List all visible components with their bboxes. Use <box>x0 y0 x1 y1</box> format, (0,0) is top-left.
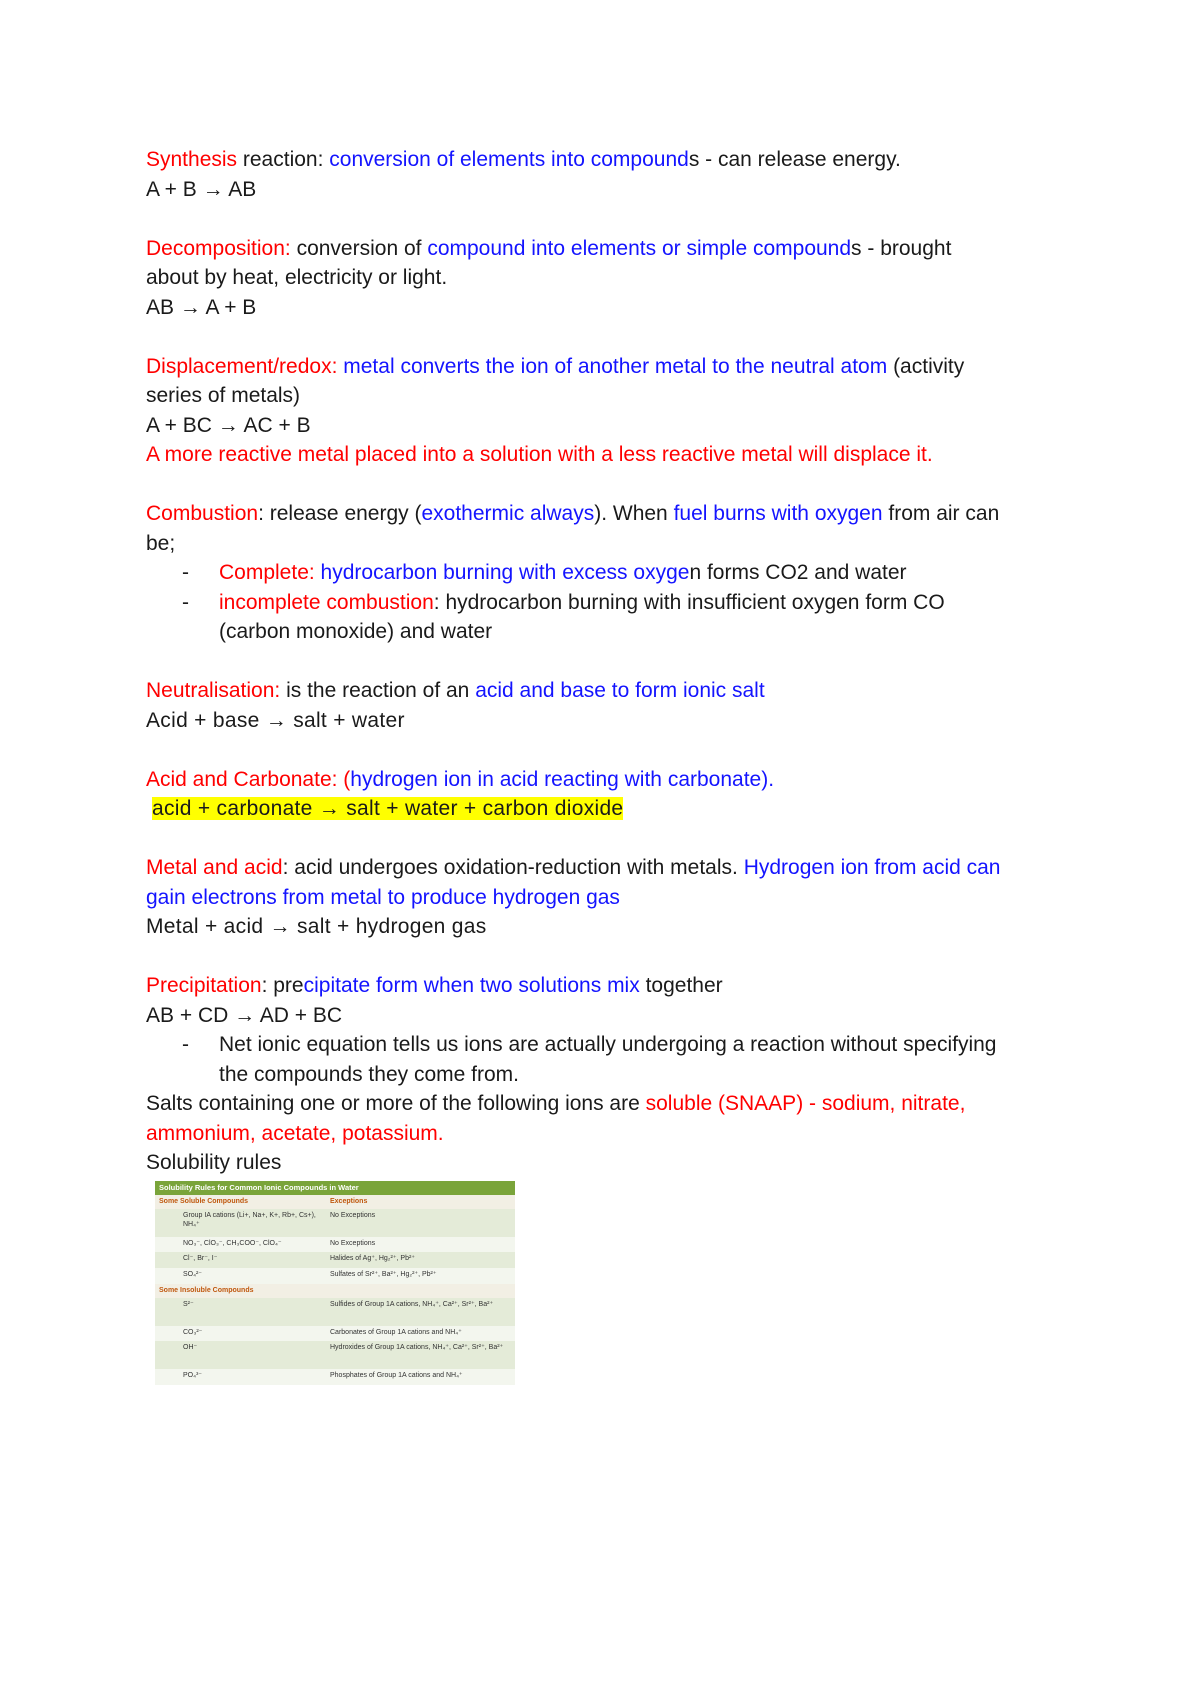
bullet-dash: - <box>182 590 189 614</box>
table-row <box>155 1326 515 1341</box>
table-row <box>155 1341 515 1369</box>
exception-cell: Carbonates of Group 1A cations and NH₄⁺ <box>330 1329 462 1336</box>
text-span: Salts containing one or more of the following ions are <box>146 1092 646 1115</box>
highlight-phrase: hydrogen ion in acid reacting with carbonate). <box>350 767 775 791</box>
exception-cell: No Exceptions <box>330 1212 376 1219</box>
text-span: conversion of <box>290 236 428 260</box>
precipitation-term: Precipitation <box>146 974 262 997</box>
ion-cell: PO₄³⁻ <box>183 1372 202 1379</box>
bullet-net-ionic-line2: the compounds they come from. <box>219 1062 519 1086</box>
exception-cell: Sulfates of Sr²⁺, Ba²⁺, Hg₂²⁺, Pb²⁺ <box>330 1271 437 1278</box>
ion-cell: Group IA cations (Li+, Na+, K+, Rb+, Cs+), NH₄⁺ <box>183 1212 316 1228</box>
displacement-definition <box>146 352 1066 382</box>
text-span: reaction: <box>237 148 330 171</box>
displacement-note: A more reactive metal placed into a solution with a less reactive metal will displace it. <box>146 443 933 466</box>
metal-acid-line2: gain electrons from metal to produce hydrogen gas <box>146 885 620 909</box>
ion-cell: OH⁻ <box>183 1344 198 1351</box>
text-span: s - brought <box>851 236 952 260</box>
text-span: is the reaction of an <box>280 679 476 702</box>
table-row <box>155 1252 515 1268</box>
text-span: n forms CO2 and water <box>689 561 907 584</box>
highlight-phrase: conversion of elements into compound <box>329 148 689 171</box>
incomplete-term: incomplete combustion <box>219 590 434 614</box>
spacer <box>146 647 1066 677</box>
synthesis-equation: A + B → AB <box>146 177 257 201</box>
text-span: s - can release energy. <box>688 148 901 171</box>
spacer <box>146 942 1066 972</box>
exception-cell: Halides of Ag⁺, Hg₂²⁺, Pb²⁺ <box>330 1255 416 1262</box>
precipitation-equation: AB + CD → AD + BC <box>146 1003 343 1027</box>
highlight-phrase: exothermic always <box>421 502 595 525</box>
text-span: ). When <box>594 502 674 525</box>
spacer <box>146 470 1066 500</box>
ion-cell: Cl⁻, Br⁻, I⁻ <box>183 1255 218 1262</box>
ion-cell: SO₄²⁻ <box>183 1271 202 1278</box>
text-span: : hydrocarbon burning with insufficient oxygen form CO <box>433 590 945 614</box>
highlight-phrase: acid and base to form ionic salt <box>475 679 765 702</box>
highlight-phrase: soluble (SNAAP) - sodium, nitrate, <box>645 1092 966 1115</box>
salts-line1 <box>146 1089 1066 1119</box>
neutralisation-definition <box>146 676 1066 706</box>
insoluble-rows <box>155 1298 515 1385</box>
document-body <box>146 145 1066 1178</box>
spacer <box>146 735 1066 765</box>
neutralisation-equation: Acid + base → salt + water <box>146 708 405 732</box>
acid-carbonate-equation: acid + carbonate → salt + water + carbon dioxide <box>152 797 624 820</box>
column-header-empty <box>328 1284 515 1298</box>
bullet-incomplete <box>146 588 1066 618</box>
bullet-dash: - <box>182 561 189 584</box>
decomposition-equation: AB → A + B <box>146 295 257 319</box>
table-header-soluble <box>155 1195 515 1209</box>
highlight-phrase: cipitate form when two solutions mix <box>303 974 640 997</box>
exception-cell: Phosphates of Group 1A cations and NH₄⁺ <box>330 1372 463 1379</box>
spacer <box>146 322 1066 352</box>
table-row <box>155 1298 515 1326</box>
text-span: : pre <box>261 974 304 997</box>
highlight-phrase: compound into elements or simple compound <box>427 236 852 260</box>
ion-cell: NO₃⁻, ClO₃⁻, CH₃COO⁻, ClO₄⁻ <box>183 1240 282 1247</box>
exception-cell: Sulfides of Group 1A cations, NH₄⁺, Ca²⁺, Sr²⁺, Ba²⁺ <box>330 1301 494 1308</box>
synthesis-definition <box>146 145 1066 175</box>
spacer <box>146 204 1066 234</box>
spacer <box>146 824 1066 854</box>
combustion-term: Combustion <box>146 502 259 525</box>
table-title: Solubility Rules for Common Ionic Compounds in Water <box>155 1181 515 1195</box>
text-span: Net ionic equation tells us ions are actually undergoing a reaction without specifying <box>219 1033 997 1056</box>
decomposition-line2: about by heat, electricity or light. <box>146 266 448 289</box>
neutralisation-term: Neutralisation: <box>146 679 281 702</box>
decomposition-term: Decomposition: <box>146 236 291 260</box>
bullet-net-ionic <box>146 1030 1066 1060</box>
table-row <box>155 1369 515 1385</box>
text-span: (activity <box>887 354 965 378</box>
table-row <box>155 1237 515 1252</box>
acid-carbonate-definition <box>146 765 1066 795</box>
text-span: together <box>639 974 723 997</box>
text-span: from air can <box>882 502 1000 525</box>
bullet-complete <box>146 558 1066 588</box>
exception-cell: No Exceptions <box>330 1240 376 1247</box>
soluble-rows <box>155 1209 515 1284</box>
bullet-dash: - <box>182 1033 189 1056</box>
salts-line2: ammonium, acetate, potassium. <box>146 1121 444 1145</box>
highlight-phrase: hydrocarbon burning with excess oxyge <box>314 561 690 584</box>
text-span: : acid undergoes oxidation-reduction with metals. <box>282 856 744 879</box>
displacement-equation: A + BC → AC + B <box>146 413 311 437</box>
combustion-definition <box>146 499 1066 529</box>
displacement-line2: series of metals) <box>146 384 301 407</box>
ion-cell: S²⁻ <box>183 1301 194 1308</box>
column-header: Some Insoluble Compounds <box>159 1287 254 1294</box>
text-span: : release energy ( <box>258 502 422 525</box>
acid-carbonate-equation-line <box>146 794 1066 824</box>
table-row <box>155 1268 515 1284</box>
column-header: Exceptions <box>330 1198 368 1205</box>
solubility-table-image <box>155 1181 515 1390</box>
text-span: ( <box>337 767 351 791</box>
complete-term: Complete: <box>219 561 315 584</box>
ion-cell: CO₃²⁻ <box>183 1329 203 1336</box>
synthesis-term: Synthesis <box>146 148 238 171</box>
highlight-phrase: fuel burns with oxygen <box>673 502 883 525</box>
acid-carbonate-term: Acid and Carbonate: <box>146 767 338 791</box>
exception-cell: Hydroxides of Group 1A cations, NH₄⁺, Ca²⁺, Sr²⁺, Ba²⁺ <box>330 1344 504 1351</box>
column-header: Some Soluble Compounds <box>159 1198 249 1205</box>
metal-acid-term: Metal and acid <box>146 856 283 879</box>
solubility-rules-heading: Solubility rules <box>146 1151 282 1174</box>
precipitation-definition <box>146 971 1066 1001</box>
decomposition-definition <box>146 234 1066 264</box>
metal-acid-definition <box>146 853 1066 883</box>
bullet-incomplete-line2: (carbon monoxide) and water <box>219 620 493 643</box>
highlight-phrase: Hydrogen ion from acid can <box>743 856 1001 879</box>
table-header-insoluble <box>155 1284 515 1298</box>
metal-acid-equation: Metal + acid → salt + hydrogen gas <box>146 915 487 938</box>
displacement-term: Displacement/redox: <box>146 354 338 378</box>
table-row <box>155 1209 515 1237</box>
combustion-line2: be; <box>146 531 176 555</box>
highlight-phrase: metal converts the ion of another metal to the neutral atom <box>337 354 888 378</box>
